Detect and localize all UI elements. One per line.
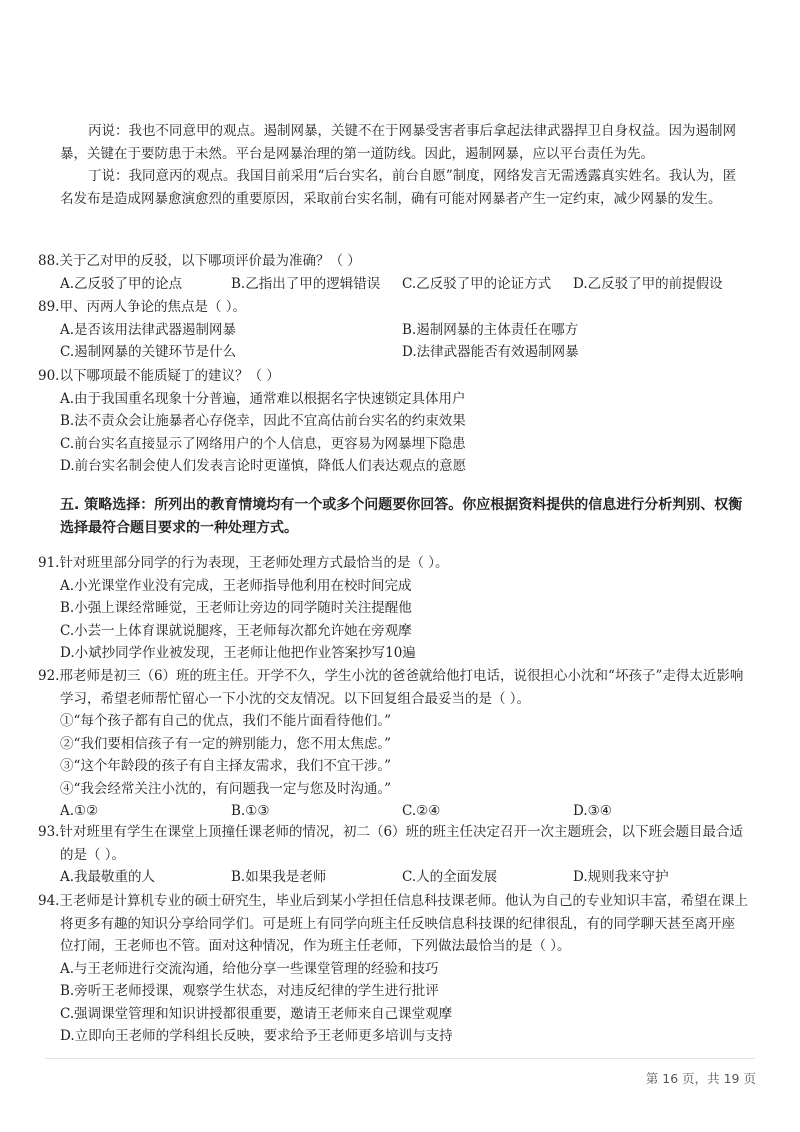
- option-a: A.是否该用法律武器遏制网暴: [60, 321, 237, 338]
- footer-divider: [45, 1058, 755, 1059]
- option-d: D.乙反驳了甲的前提假设: [573, 275, 723, 292]
- question-89: [38, 296, 748, 364]
- option-d: D.小斌抄同学作业被发现，王老师让他把作业答案抄写10遍: [60, 645, 416, 661]
- option-b: B.法不责众会让施暴者心存侥幸，因此不宜高估前台实名的约束效果: [60, 413, 466, 429]
- option-d: D.法律武器能否有效遏制网暴: [402, 344, 579, 360]
- statement-4: ④“我会经常关注小沈的，有问题我一定与您及时沟通。”: [60, 780, 392, 797]
- option-d: D.③④: [573, 803, 612, 819]
- options-row: [38, 341, 748, 364]
- question-stem: 90.以下哪项最不能质疑丁的建议？（ ）: [38, 368, 280, 384]
- question-stem: 93.针对班里有学生在课堂上顶撞任课老师的情况，初二（6）班的班主任决定召开一次主题班会，以下班会题目最合适的是（ ）。: [38, 824, 744, 863]
- option-c: C.强调课堂管理和知识讲授都很重要，邀请王老师来自己课堂观摩: [60, 1005, 453, 1022]
- option-d: D.立即向王老师的学科组长反映，要求给予王老师更多培训与支持: [60, 1028, 453, 1044]
- options-row: [38, 866, 748, 889]
- option-a: A.与王老师进行交流沟通，给他分享一些课堂管理的经验和技巧: [60, 960, 439, 977]
- option-a: A.由于我国重名现象十分普遍，通常难以根据名字快速锁定具体用户: [60, 390, 466, 407]
- option-a: A.①②: [60, 803, 99, 819]
- passage-ding: 丁说：我同意丙的观点。我国目前采用“后台实名，前台自愿”制度，网络发言无需透露真实姓名。我认为，匿名发布是造成网暴愈演愈烈的重要原因，采取前台实名制，确有可能对网暴者产生一定约束，减少网暴的发生。: [60, 168, 737, 207]
- statement-3: ③“这个年龄段的孩子有自主择友需求，我们不宜干涉。”: [60, 758, 392, 774]
- question-94: [38, 890, 748, 1048]
- option-c: C.②④: [402, 803, 441, 819]
- options-row: [38, 273, 748, 296]
- option-b: B.旁听王老师授课，观察学生状态，对违反纪律的学生进行批评: [60, 983, 439, 999]
- question-88: [38, 250, 748, 295]
- option-b: B.如果我是老师: [231, 869, 327, 885]
- option-c: C.遏制网暴的关键环节是什么: [60, 344, 237, 360]
- option-a: A.小光课堂作业没有完成，王老师指导他利用在校时间完成: [60, 577, 412, 594]
- option-c: C.乙反驳了甲的论证方式: [402, 275, 552, 292]
- question-93: [38, 821, 748, 889]
- option-b: B.乙指出了甲的逻辑错误: [231, 275, 381, 292]
- statement-2: ②“我们要相信孩子有一定的辨别能力，您不用太焦虑。”: [60, 735, 392, 752]
- option-d: D.前台实名制会使人们发表言论时更谨慎，降低人们表达观点的意愿: [60, 458, 467, 474]
- option-b: B.遏制网暴的主体责任在哪方: [402, 321, 579, 338]
- question-stem: 92.邢老师是初三（6）班的班主任。开学不久，学生小沈的爸爸就给他打电话，说很担心小沈和“坏孩子”走得太近影响学习，希望老师帮忙留心一下小沈的交友情况。以下回复组合最妥当的是（ ）。: [38, 668, 744, 707]
- page-number: 第 16 页，共 19 页: [645, 1071, 756, 1086]
- option-b: B.小强上课经常睡觉，王老师让旁边的同学随时关注提醒他: [60, 600, 412, 616]
- option-a: A.乙反驳了甲的论点: [60, 275, 183, 292]
- question-91: [38, 552, 748, 665]
- question-stem: 94.王老师是计算机专业的硕士研究生，毕业后到某小学担任信息科技课老师。他认为自己的专业知识丰富，希望在课上将更多有趣的知识分享给同学们。可是班上有同学向班主任反映信息科技课的纪律很乱，有的同学聊天甚至离开座位打闹，王老师也不管。面对这种情况，作为班主任老师，下列做法最恰当的是（ ）。: [38, 893, 748, 954]
- question-stem: 91.针对班里部分同学的行为表现，王老师处理方式最恰当的是（ ）。: [38, 555, 449, 571]
- question-90: [38, 365, 748, 478]
- section-heading: 五. 策略选择：所列出的教育情境均有一个或多个问题要你回答。你应根据资料提供的信息进行分析判别、权衡选择最符合题目要求的一种处理方式。: [60, 497, 743, 536]
- question-92: [38, 665, 748, 823]
- option-d: D.规则我来守护: [573, 869, 669, 885]
- option-b: B.①③: [231, 803, 270, 819]
- options-row: [38, 800, 748, 823]
- option-c: C.人的全面发展: [402, 869, 498, 885]
- option-a: A.我最敬重的人: [60, 869, 156, 885]
- passage-bing: 丙说：我也不同意甲的观点。遏制网暴，关键不在于网暴受害者事后拿起法律武器捍卫自身权益。因为遏制网暴，关键在于要防患于未然。平台是网暴治理的第一道防线。因此，遏制网暴，应以平台责任为先。: [60, 123, 736, 162]
- statement-1: ①“每个孩子都有自己的优点，我们不能片面看待他们。”: [60, 713, 392, 729]
- question-stem: 88.关于乙对甲的反驳，以下哪项评价最为准确？（ ）: [38, 253, 361, 269]
- options-row: [38, 319, 748, 342]
- question-stem: 89.甲、丙两人争论的焦点是（ ）。: [38, 299, 247, 315]
- option-c: C.小芸一上体育课就说腿疼，王老师每次都允许她在旁观摩: [60, 622, 412, 639]
- option-c: C.前台实名直接显示了网络用户的个人信息，更容易为网暴埋下隐患: [60, 435, 466, 452]
